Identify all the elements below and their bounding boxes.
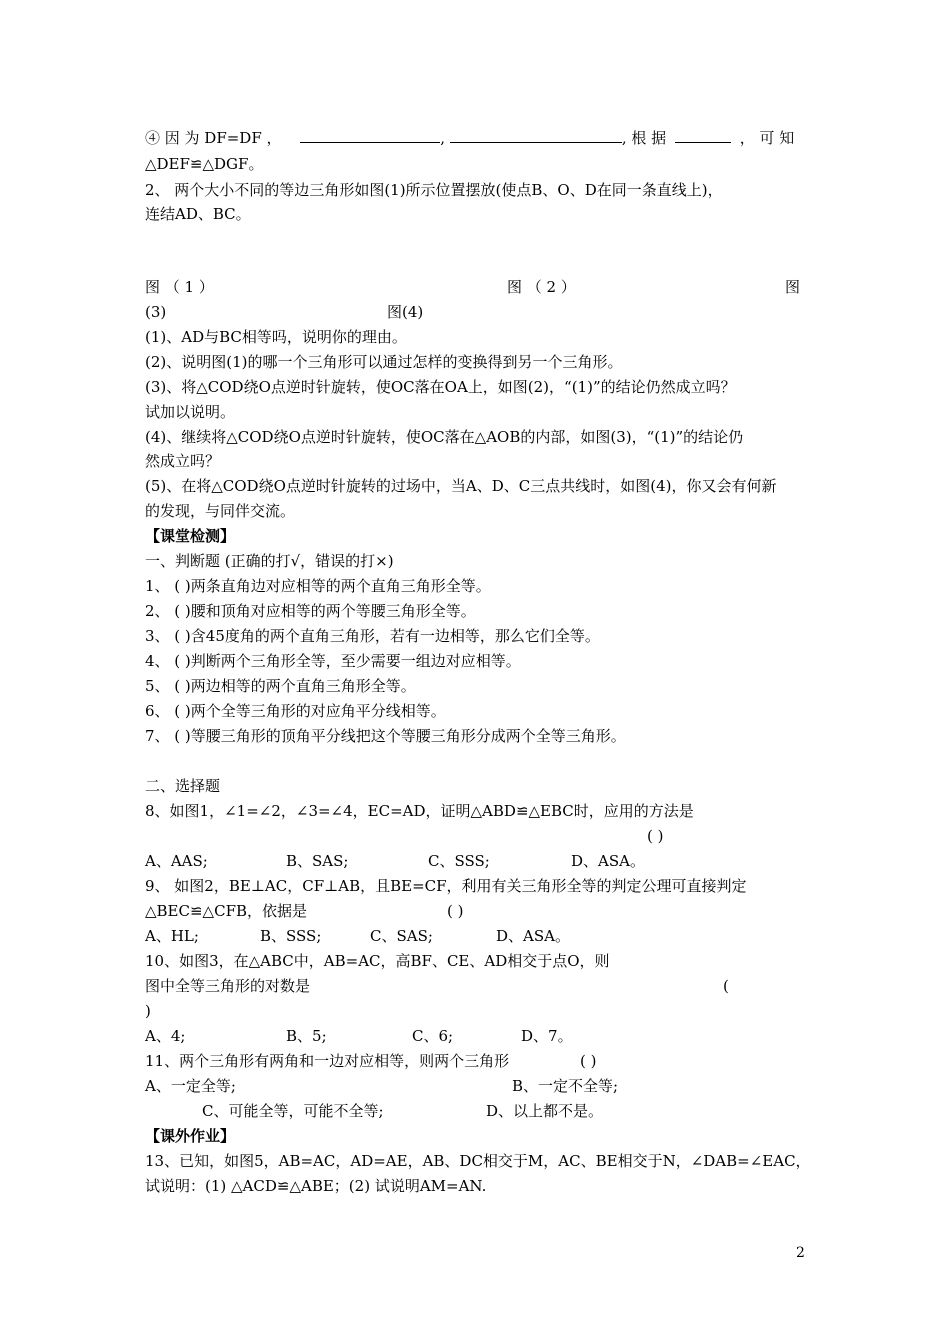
q9-text-line1: 9、 如图2，BE⊥AC，CF⊥AB，且BE=CF，利用有关三角形全等的判定公理可直接判定: [145, 877, 747, 895]
q9-option-b: B、SSS;: [260, 927, 322, 945]
q10-answer-paren-open[interactable]: (: [723, 977, 729, 995]
q1-4-comma1: ,: [440, 129, 446, 147]
q2-sub-2: (2)、说明图(1)的哪一个三角形可以通过怎样的变换得到另一个三角形。: [145, 353, 623, 371]
q9-option-c: C、SAS;: [370, 927, 433, 945]
judge-item: 5、 ( )两边相等的两个直角三角形全等。: [145, 677, 416, 695]
answer-blank[interactable]: [300, 128, 440, 143]
answer-blank[interactable]: [675, 128, 731, 143]
judge-item: 2、 ( )腰和顶角对应相等的两个等腰三角形全等。: [145, 602, 476, 620]
q11-option-b: B、一定不全等;: [512, 1077, 619, 1095]
q10-option-d: D、7。: [521, 1027, 573, 1045]
answer-blank[interactable]: [450, 128, 622, 143]
choice-title: 二、选择题: [145, 777, 221, 795]
page-number: 2: [796, 1245, 805, 1261]
q10-option-b: B、5;: [286, 1027, 327, 1045]
q9-text-line2: △BEC≌△CFB，依据是: [145, 902, 307, 920]
section-heading-classroom-check: 【课堂检测】: [145, 527, 236, 545]
section-heading-homework: 【课外作业】: [145, 1127, 236, 1145]
judge-item: 6、 ( )两个全等三角形的对应角平分线相等。: [145, 702, 446, 720]
q8-answer-paren[interactable]: ( ): [647, 827, 664, 845]
q2-intro-line2: 连结AD、BC。: [145, 205, 251, 223]
judge-title: 一、判断题 (正确的打√，错误的打×): [145, 552, 394, 570]
q10-text-line1: 10、如图3，在△ABC中，AB=AC，高BF、CE、AD相交于点O，则: [145, 952, 610, 970]
q2-intro-line1: 2、 两个大小不同的等边三角形如图(1)所示位置摆放(使点B、O、D在同一条直线上)，: [145, 181, 723, 199]
q2-sub-5-line1: (5)、在将△COD绕O点逆时针旋转的过场中，当A、D、C三点共线时，如图(4)，你又会有何新: [145, 477, 777, 495]
q9-option-d: D、ASA。: [496, 927, 570, 945]
q8-option-b: B、SAS;: [286, 852, 349, 870]
judge-item: 3、 ( )含45度角的两个直角三角形，若有一边相等，那么它们全等。: [145, 627, 600, 645]
q2-sub-5-line2: 的发现，与同伴交流。: [145, 502, 296, 520]
judge-item: 4、 ( )判断两个三角形全等，至少需要一组边对应相等。: [145, 652, 521, 670]
figure-2-caption: 图 （ 2 ）: [507, 278, 576, 296]
q2-sub-1: (1)、AD与BC相等吗，说明你的理由。: [145, 328, 407, 346]
q11-option-c: C、可能全等，可能不全等;: [202, 1102, 384, 1120]
q1-4-suffix: ， 可 知: [739, 129, 795, 147]
q10-answer-paren-close[interactable]: ): [145, 1002, 151, 1020]
q10-option-c: C、6;: [412, 1027, 454, 1045]
q2-sub-4-line2: 然成立吗？: [145, 452, 221, 470]
q2-sub-3-line2: 试加以说明。: [145, 403, 236, 421]
figure-3-caption-part2: (3): [145, 303, 167, 321]
q11-text: 11、两个三角形有两角和一边对应相等，则两个三角形: [145, 1052, 510, 1070]
q8-option-d: D、ASA。: [571, 852, 645, 870]
q13-text-line2: 试说明：(1) △ACD≌△ABE；(2) 试说明AM=AN.: [145, 1177, 487, 1195]
q8-option-a: A、AAS;: [145, 852, 208, 870]
q1-4-line2: △DEF≌△DGF。: [145, 155, 264, 173]
q11-answer-paren[interactable]: ( ): [580, 1052, 597, 1070]
q10-option-a: A、4;: [145, 1027, 186, 1045]
q1-4-prefix: ④ 因 为 DF=DF ，: [145, 129, 282, 147]
q1-4-line1: [145, 128, 794, 148]
q13-text-line1: 13、已知，如图5，AB=AC，AD=AE，AB、DC相交于M，AC、BE相交于N，∠DAB=∠EAC，: [145, 1152, 811, 1170]
q1-4-comma2: , 根 据: [621, 129, 667, 147]
q11-option-a: A、一定全等;: [145, 1077, 236, 1095]
judge-item: 7、 ( )等腰三角形的顶角平分线把这个等腰三角形分成两个全等三角形。: [145, 727, 626, 745]
q10-text-line2: 图中全等三角形的对数是: [145, 977, 311, 995]
figure-3-caption-part1: 图: [785, 278, 801, 296]
q9-answer-paren[interactable]: ( ): [447, 902, 464, 920]
q9-option-a: A、HL;: [145, 927, 199, 945]
figure-4-caption: 图(4): [387, 303, 424, 321]
figure-1-caption: 图 （ 1 ）: [145, 278, 214, 296]
q2-sub-4-line1: (4)、继续将△COD绕O点逆时针旋转，使OC落在△AOB的内部，如图(3)，“(1)”的结论仍: [145, 428, 744, 446]
judge-item: 1、 ( )两条直角边对应相等的两个直角三角形全等。: [145, 577, 491, 595]
q11-option-d: D、以上都不是。: [486, 1102, 604, 1120]
q8-text: 8、如图1，∠1=∠2，∠3=∠4，EC=AD，证明△ABD≌△EBC时，应用的方法是: [145, 802, 694, 820]
q2-sub-3-line1: (3)、将△COD绕O点逆时针旋转，使OC落在OA上，如图(2)，“(1)”的结论仍然成立吗？: [145, 378, 736, 396]
q8-option-c: C、SSS;: [428, 852, 490, 870]
